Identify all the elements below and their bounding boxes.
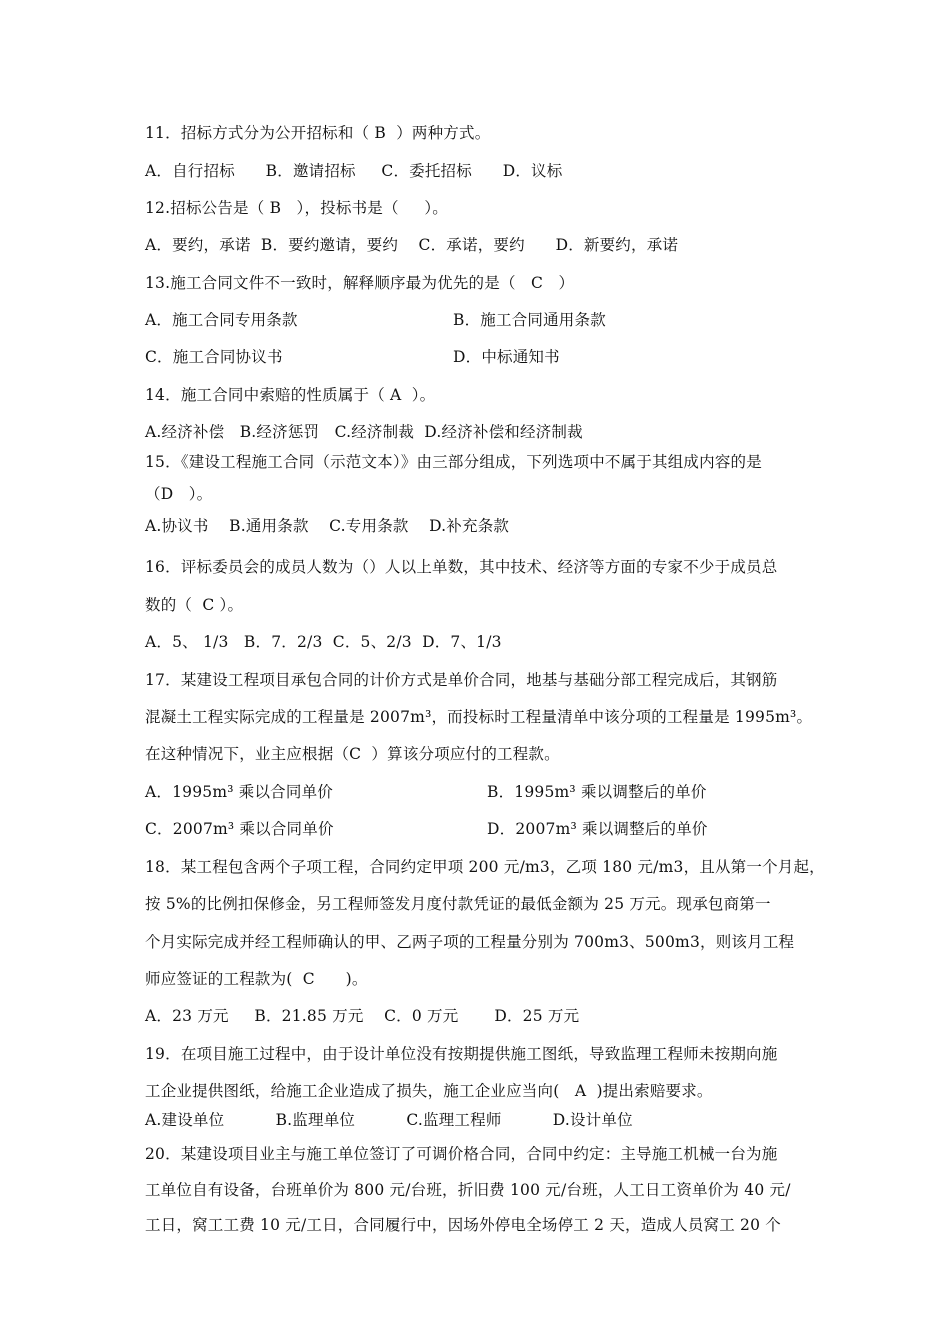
question-14-stem: 14．施工合同中索赔的性质属于（ A ）。 <box>145 386 436 404</box>
question-11-options: A．自行招标 B．邀请招标 C．委托招标 D．议标 <box>145 162 563 180</box>
question-13-option-d: D．中标通知书 <box>453 348 560 366</box>
question-15-options: A.协议书 B.通用条款 C.专用条款 D.补充条款 <box>145 517 510 535</box>
question-19-options: A.建设单位 B.监理单位 C.监理工程师 D.设计单位 <box>145 1111 633 1129</box>
question-16-line-2: 数的（ C ）。 <box>145 596 244 614</box>
question-17-option-a: A．1995m³ 乘以合同单价 <box>145 783 333 801</box>
question-15-line-2: （D ）。 <box>145 485 213 503</box>
question-12-options: A．要约，承诺 B．要约邀请，要约 C．承诺，要约 D．新要约，承诺 <box>145 236 679 254</box>
question-20-line-3: 工日，窝工工费 10 元/工日，合同履行中，因场外停电全场停工 2 天，造成人员窝工 20 个 <box>145 1216 781 1234</box>
question-11-stem: 11．招标方式分为公开招标和（ B ）两种方式。 <box>145 124 491 142</box>
question-17-option-d: D．2007m³ 乘以调整后的单价 <box>487 820 708 838</box>
question-13-stem: 13.施工合同文件不一致时，解释顺序最为优先的是（ C ） <box>145 274 575 292</box>
question-20-line-2: 工单位自有设备，台班单价为 800 元/台班，折旧费 100 元/台班，人工日工资单价为 40 元/ <box>145 1181 791 1199</box>
question-18-line-1: 18．某工程包含两个子项工程，合同约定甲项 200 元/m3，乙项 180 元/m3，且从第一个月起， <box>145 858 825 876</box>
question-19-line-1: 19．在项目施工过程中，由于设计单位没有按期提供施工图纸，导致监理工程师未按期向施 <box>145 1045 778 1063</box>
question-17-option-c: C．2007m³ 乘以合同单价 <box>145 820 334 838</box>
question-19-line-2: 工企业提供图纸，给施工企业造成了损失，施工企业应当向( A )提出索赔要求。 <box>145 1082 713 1100</box>
question-17-line-3: 在这种情况下，业主应根据（C ）算该分项应付的工程款。 <box>145 745 560 763</box>
question-18-options: A．23 万元 B．21.85 万元 C．0 万元 D．25 万元 <box>145 1007 580 1025</box>
question-16-line-1: 16．评标委员会的成员人数为（）人以上单数，其中技术、经济等方面的专家不少于成员总 <box>145 558 778 576</box>
question-13-option-a: A．施工合同专用条款 <box>145 311 298 329</box>
question-12-stem: 12.招标公告是（ B ），投标书是（ ）。 <box>145 199 448 217</box>
question-17-line-1: 17．某建设工程项目承包合同的计价方式是单价合同，地基与基础分部工程完成后，其钢筋 <box>145 671 778 689</box>
question-18-line-3: 个月实际完成并经工程师确认的甲、乙两子项的工程量分别为 700m3、500m3，则该月工程 <box>145 933 795 951</box>
question-18-line-4: 师应签证的工程款为( C )。 <box>145 970 368 988</box>
question-13-option-b: B．施工合同通用条款 <box>453 311 606 329</box>
question-13-option-c: C．施工合同协议书 <box>145 348 283 366</box>
question-14-options: A.经济补偿 B.经济惩罚 C.经济制裁 D.经济补偿和经济制裁 <box>145 423 583 441</box>
question-17-line-2: 混凝土工程实际完成的工程量是 2007m³，而投标时工程量清单中该分项的工程量是 1995m³。 <box>145 708 813 726</box>
question-15-line-1: 15．《建设工程施工合同（示范文本）》由三部分组成，下列选项中不属于其组成内容的是 <box>145 453 762 471</box>
question-17-option-b: B．1995m³ 乘以调整后的单价 <box>487 783 707 801</box>
question-20-line-1: 20．某建设项目业主与施工单位签订了可调价格合同，合同中约定：主导施工机械一台为施 <box>145 1145 778 1163</box>
question-18-line-2: 按 5%的比例扣保修金，另工程师签发月度付款凭证的最低金额为 25 万元。现承包商第一 <box>145 895 771 913</box>
question-16-options: A．5、 1/3 B．7．2/3 C．5、2/3 D．7、1/3 <box>145 633 502 651</box>
